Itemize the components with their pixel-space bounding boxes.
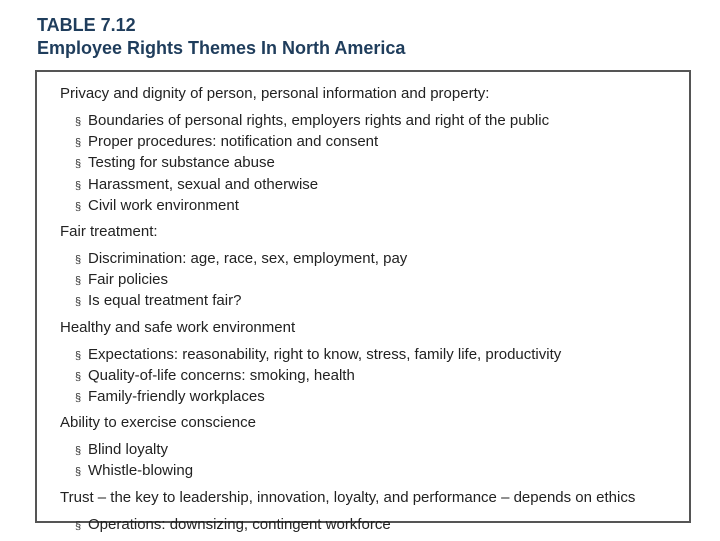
list-item	[75, 515, 683, 536]
section-sign-bullet-icon: §	[75, 275, 82, 288]
section-trust	[60, 488, 683, 536]
table-number: TABLE 7.12	[37, 15, 136, 35]
list-item-text: Blind loyalty	[88, 441, 169, 459]
section-heading: Ability to exercise conscience	[60, 414, 256, 432]
themes-list	[60, 84, 683, 541]
section-conscience	[60, 413, 683, 482]
table-title	[37, 14, 405, 60]
list-item	[75, 291, 683, 312]
section-heading: Fair treatment:	[60, 223, 158, 241]
list-item-text: Fair policies	[88, 271, 169, 289]
section-healthy-safe	[60, 318, 683, 409]
list-item	[75, 366, 683, 387]
section-sign-bullet-icon: §	[75, 445, 82, 458]
list-item-text: Is equal treatment fair?	[88, 292, 242, 310]
section-sign-bullet-icon: §	[75, 158, 82, 171]
list-item	[75, 132, 683, 153]
section-sign-bullet-icon: §	[75, 466, 82, 479]
list-item	[75, 387, 683, 408]
section-sign-bullet-icon: §	[75, 349, 82, 362]
section-fair-treatment	[60, 222, 683, 313]
bullet-list	[60, 440, 683, 482]
list-item-text: Proper procedures: notification and consent	[88, 133, 379, 151]
themes-table	[35, 70, 691, 533]
list-item-text: Whistle-blowing	[88, 462, 194, 480]
section-sign-bullet-icon: §	[75, 296, 82, 309]
section-sign-bullet-icon: §	[75, 137, 82, 150]
section-heading: Healthy and safe work environment	[60, 318, 296, 336]
list-item	[75, 461, 683, 482]
table-caption: Employee Rights Themes In North America	[37, 38, 406, 58]
bullet-list	[60, 111, 683, 217]
list-item-text: Harassment, sexual and otherwise	[88, 175, 319, 193]
list-item-text: Boundaries of personal rights, employers rights and right of the public	[88, 112, 550, 129]
section-privacy	[60, 84, 683, 217]
list-item-text: Operations: downsizing, contingent workforce	[88, 515, 391, 533]
section-heading: Trust – the key to leadership, innovation, loyalty, and performance – depends on ethics	[60, 488, 636, 506]
section-sign-bullet-icon: §	[75, 392, 82, 405]
section-sign-bullet-icon: §	[75, 519, 82, 532]
list-item-text: Testing for substance abuse	[88, 154, 275, 172]
section-heading: Privacy and dignity of person, personal information and property:	[60, 85, 490, 102]
bullet-list	[60, 249, 683, 313]
section-sign-bullet-icon: §	[75, 179, 82, 192]
list-item	[75, 270, 683, 291]
section-sign-bullet-icon: §	[75, 200, 82, 213]
list-item-text: Civil work environment	[88, 196, 239, 214]
list-item	[75, 153, 683, 174]
list-item-text: Discrimination: age, race, sex, employment, pay	[88, 250, 408, 268]
section-sign-bullet-icon: §	[75, 370, 82, 383]
list-item	[75, 175, 683, 196]
list-item	[75, 111, 683, 132]
list-item-text: Expectations: reasonability, right to know, stress, family life, productivity	[88, 345, 562, 363]
bullet-list	[60, 515, 683, 536]
list-item-text: Family-friendly workplaces	[88, 388, 265, 406]
list-item	[75, 249, 683, 270]
section-sign-bullet-icon: §	[75, 116, 82, 128]
bullet-list	[60, 345, 683, 409]
list-item	[75, 440, 683, 461]
list-item-text: Quality-of-life concerns: smoking, health	[88, 366, 355, 384]
list-item	[75, 196, 683, 217]
section-sign-bullet-icon: §	[75, 254, 82, 267]
list-item	[75, 345, 683, 366]
